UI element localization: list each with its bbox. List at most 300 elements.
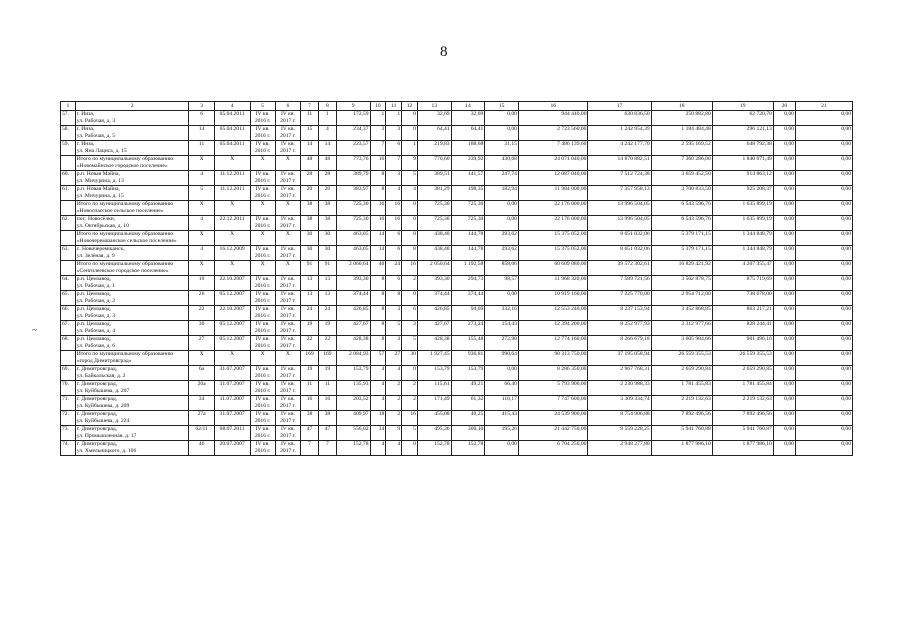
table-cell: 828 244,41 (712, 321, 773, 336)
table-cell: 27а (189, 411, 214, 426)
table-cell: 426,85 (336, 306, 370, 321)
table-cell: 4 (402, 186, 418, 201)
table-cell: 15 375 052,00 (518, 246, 588, 261)
table-cell: 155,48 (451, 336, 485, 351)
table-cell: 630 836,50 (588, 111, 651, 126)
table-cell: 16 (301, 396, 319, 411)
table-cell: 05.04.2011 (214, 141, 250, 156)
table-cell: IV кв. 2017 г. (275, 276, 300, 291)
table-cell: 925 208,37 (712, 186, 773, 201)
table-cell: IV кв. 2017 г. (275, 321, 300, 336)
table-cell: 5 (402, 426, 418, 441)
table-cell: 0,00 (795, 216, 852, 231)
table-cell: 725,30 (417, 201, 451, 216)
table-cell: 426,85 (417, 306, 451, 321)
column-number-header: 17 (588, 102, 651, 111)
table-cell: 293,62 (485, 246, 519, 261)
table-cell: 1 877 986,10 (712, 441, 773, 456)
column-number-header: 7 (301, 102, 319, 111)
table-cell: IV кв. 2016 г. (250, 441, 275, 456)
row-number-cell: 61. (61, 186, 76, 201)
table-cell: 135,93 (336, 381, 370, 396)
table-cell: IV кв. 2017 г. (275, 126, 300, 141)
table-cell: 21 442 750,00 (518, 426, 588, 441)
table-cell: 936,81 (451, 351, 485, 366)
table-cell: 0,00 (795, 126, 852, 141)
table-cell: 60 609 080,00 (518, 261, 588, 276)
table-cell: 3 312 977,66 (651, 321, 712, 336)
table-cell: 91 (318, 261, 336, 276)
table-cell: 1 635 899,19 (712, 216, 773, 231)
table-cell: 428,38 (336, 336, 370, 351)
table-cell: 223,57 (336, 141, 370, 156)
row-number-cell (61, 201, 76, 216)
table-cell: 438,40 (417, 231, 451, 246)
table-cell: 3 605 984,66 (651, 336, 712, 351)
table-cell: 4 (386, 441, 402, 456)
table-cell: 152,78 (451, 441, 485, 456)
table-cell: 11 (301, 111, 319, 126)
table-cell: 30 (402, 351, 418, 366)
table-cell: 6 (386, 141, 402, 156)
table-cell: 38 (318, 216, 336, 231)
table-cell: 2 659 290,85 (712, 366, 773, 381)
table-cell: 296 121,13 (712, 126, 773, 141)
address-cell: г. Димитровград, ул. Хмельницкого, д. 106 (75, 441, 189, 456)
table-cell: 38 (301, 201, 319, 216)
table-cell: 110,17 (485, 396, 519, 411)
table-cell: 115,61 (417, 381, 451, 396)
table-cell: 11.12.2011 (214, 171, 250, 186)
table-cell: 90 313 750,00 (518, 351, 588, 366)
address-cell: г. Димитровград, ул. Куйбышева, д. 209 (75, 396, 189, 411)
scan-mark: ~ (32, 325, 37, 335)
table-cell: 11 984 000,00 (518, 186, 588, 201)
column-number-header: 11 (386, 102, 402, 111)
table-cell: 8 (370, 291, 386, 306)
table-cell: 38 (318, 411, 336, 426)
table-cell: 66,40 (485, 381, 519, 396)
table-cell: 22 176 000,00 (518, 201, 588, 216)
column-number-header: 16 (518, 102, 588, 111)
table-cell: 0,00 (485, 201, 519, 216)
table-cell: 64,41 (451, 126, 485, 141)
table-row (61, 441, 853, 456)
table-cell: IV кв. 2016 г. (250, 411, 275, 426)
column-number-header: 9 (336, 102, 370, 111)
table-cell: 2 219 132,63 (712, 396, 773, 411)
table-cell: IV кв. 2016 г. (250, 216, 275, 231)
table-cell: 31.07.2007 (214, 381, 250, 396)
page-number: 8 (440, 44, 448, 60)
table-cell: 250 882,80 (651, 111, 712, 126)
table-cell: 32,69 (451, 111, 485, 126)
address-cell: р.п. Новая Майна, ул. Мичурина, д. 13 (75, 171, 189, 186)
table-row (61, 396, 853, 411)
address-cell: пос. Новосёлки, ул. Октябрьская, д. 10 (75, 216, 189, 231)
row-number-cell: 69. (61, 366, 76, 381)
table-cell: 7 747 600,00 (518, 396, 588, 411)
table-cell: 858,06 (485, 261, 519, 276)
table-cell: 7 357 958,13 (588, 186, 651, 201)
table-cell: 9 559 228,25 (588, 426, 651, 441)
table-cell: 0,00 (795, 426, 852, 441)
table-cell: 5 793 900,00 (518, 381, 588, 396)
table-row (61, 291, 853, 306)
subtotal-row (61, 156, 853, 171)
row-number-cell: 68. (61, 336, 76, 351)
table-cell: 14 (370, 231, 386, 246)
table-cell: X (250, 261, 275, 276)
table-cell: 648 792,38 (712, 141, 773, 156)
table-cell: 430,68 (485, 156, 519, 171)
table-cell: 22.10.2007 (214, 276, 250, 291)
table-row (61, 366, 853, 381)
table-cell: 393,30 (336, 276, 370, 291)
table-cell: IV кв. 2017 г. (275, 141, 300, 156)
table-cell: 1 184 484,48 (651, 126, 712, 141)
table-cell: IV кв. 2016 г. (250, 321, 275, 336)
table-cell: 247,74 (485, 171, 519, 186)
table-cell: 389,79 (336, 171, 370, 186)
table-cell: 2 050,64 (417, 261, 451, 276)
table-cell: 0,00 (485, 111, 519, 126)
table-cell: 3 (386, 306, 402, 321)
table-cell: 98,57 (485, 276, 519, 291)
column-number-header: 1 (61, 102, 76, 111)
table-cell: 48 (318, 156, 336, 171)
table-cell: 16.12.2009 (214, 246, 250, 261)
row-number-cell: 58. (61, 126, 76, 141)
table-cell: 16 (402, 261, 418, 276)
table-cell: 5 941 760,88 (651, 426, 712, 441)
table-cell: 05.04.2011 (214, 126, 250, 141)
table-cell: 152,78 (336, 441, 370, 456)
table-cell: 8 286 350,00 (518, 366, 588, 381)
table-cell: 30 (301, 231, 319, 246)
table-cell: 2 (386, 396, 402, 411)
table-cell: 7 (301, 441, 319, 456)
table-cell: 273,24 (451, 321, 485, 336)
table-cell: 725,30 (451, 216, 485, 231)
table-cell: 3 309 334,74 (588, 396, 651, 411)
table-cell: 5 (386, 321, 402, 336)
table-row (61, 171, 853, 186)
table-cell: 38 (318, 201, 336, 216)
table-cell: 0,00 (795, 396, 852, 411)
table-cell: 12 553 240,00 (518, 306, 588, 321)
table-cell: 6 (386, 231, 402, 246)
table-cell: 1 781 455,84 (712, 381, 773, 396)
table-cell: 6 (386, 276, 402, 291)
table-cell: X (250, 156, 275, 171)
table-cell: IV кв. 2016 г. (250, 111, 275, 126)
table-cell: 219,83 (417, 141, 451, 156)
table-cell: 339,92 (451, 156, 485, 171)
table-cell: 393,30 (417, 276, 451, 291)
table-cell: 2 (402, 381, 418, 396)
table-cell: 428,38 (417, 336, 451, 351)
table-cell: 05.12.2007 (214, 291, 250, 306)
row-number-cell: 71. (61, 396, 76, 411)
table-cell: IV кв. 2017 г. (275, 366, 300, 381)
table-cell: 19 (301, 366, 319, 381)
row-number-cell: 57. (61, 111, 76, 126)
table-cell: 4 (189, 216, 214, 231)
column-number-header: 12 (402, 102, 418, 111)
subtotal-label-cell: Итого по муниципальному образованию «город Димитровград» (75, 351, 189, 366)
table-cell: 11 (189, 141, 214, 156)
table-cell: 7 (386, 156, 402, 171)
table-cell: 16 (402, 411, 418, 426)
table-cell: 0,00 (773, 276, 795, 291)
table-cell: 40 (370, 261, 386, 276)
table-cell: 2 967 768,31 (588, 366, 651, 381)
table-cell: 438,40 (417, 246, 451, 261)
table-cell: X (189, 351, 214, 366)
table-cell: 3 (386, 171, 402, 186)
table-cell: 7 225 770,00 (588, 291, 651, 306)
table-cell: 13 (301, 291, 319, 306)
address-cell: р.п. Цемзавод, ул. Рабочая, д. 1 (75, 276, 189, 291)
table-cell: 13 996 504,05 (588, 216, 651, 231)
table-cell: X (275, 351, 300, 366)
address-cell: г. Инза, ул. Рабочая, д. 3 (75, 111, 189, 126)
table-cell: 2 084,93 (336, 351, 370, 366)
table-cell: X (275, 156, 300, 171)
table-cell: 203,52 (336, 396, 370, 411)
table-cell: X (214, 261, 250, 276)
table-cell: 455,08 (417, 411, 451, 426)
address-cell: с. Новочеремшанск, ул. Зелёная, д. 9 (75, 246, 189, 261)
table-cell: IV кв. 2017 г. (275, 216, 300, 231)
table-cell: 0,00 (485, 126, 519, 141)
table-cell: 195,26 (485, 426, 519, 441)
table-cell: 37 195 058,94 (588, 351, 651, 366)
table-cell: 10 919 160,00 (518, 291, 588, 306)
table-cell: 7 512 724,38 (588, 171, 651, 186)
table-cell: 22 (189, 306, 214, 321)
table-cell: 374,44 (336, 291, 370, 306)
table-cell: IV кв. 2017 г. (275, 111, 300, 126)
table-cell: 14 (301, 141, 319, 156)
table-cell: 2 (402, 396, 418, 411)
table-cell: 11.07.2007 (214, 396, 250, 411)
row-number-cell: 74. (61, 441, 76, 456)
table-cell: IV кв. 2016 г. (250, 396, 275, 411)
table-cell: 47 (301, 426, 319, 441)
table-cell: 31,15 (485, 141, 519, 156)
table-cell: 8 (370, 276, 386, 291)
table-cell: 10 (189, 276, 214, 291)
table-cell: 2 723 560,00 (518, 126, 588, 141)
table-cell: 8 (402, 231, 418, 246)
table-cell: 875 719,69 (712, 276, 773, 291)
row-number-cell (61, 351, 76, 366)
table-cell: 300,10 (451, 426, 485, 441)
table-cell: 3 (386, 336, 402, 351)
table-cell: 4 (318, 126, 336, 141)
table-cell: 16 (386, 201, 402, 216)
table-cell: X (250, 201, 275, 216)
table-cell: 57 (370, 351, 386, 366)
table-cell: 0,00 (773, 381, 795, 396)
table-cell: 6а (189, 366, 214, 381)
table-cell: 0,00 (795, 306, 852, 321)
table-cell: 24 (386, 261, 402, 276)
table-cell: X (275, 201, 300, 216)
table-cell: IV кв. 2016 г. (250, 381, 275, 396)
table-cell: 0,00 (485, 441, 519, 456)
table-cell: 770,60 (417, 156, 451, 171)
table-cell: X (214, 351, 250, 366)
header-row (61, 102, 853, 111)
table-cell: 294,73 (451, 276, 485, 291)
table-row (61, 381, 853, 396)
table-cell: IV кв. 2017 г. (275, 426, 300, 441)
table-cell: 153,79 (417, 366, 451, 381)
table-cell: 0,00 (773, 411, 795, 426)
table-cell: 0,00 (773, 186, 795, 201)
address-cell: р.п. Цемзавод, ул. Рабочая, д. 3 (75, 306, 189, 321)
column-number-header: 13 (417, 102, 451, 111)
row-number-cell: 63. (61, 246, 76, 261)
row-number-cell: 72. (61, 411, 76, 426)
row-number-cell (61, 156, 76, 171)
table-cell: 91 (301, 261, 319, 276)
table-cell: 26а (189, 381, 214, 396)
table-cell: 293,62 (485, 231, 519, 246)
table-cell: 24 (318, 306, 336, 321)
table-cell: 0 (402, 216, 418, 231)
table-cell: 863 217,21 (712, 306, 773, 321)
table-cell: 39 572 302,61 (588, 261, 651, 276)
table-cell: 4 242 177,70 (588, 141, 651, 156)
table-cell: X (214, 156, 250, 171)
table-cell: 154,43 (485, 321, 519, 336)
table-cell: 990,64 (485, 351, 519, 366)
address-cell: г. Инза, ул. Рабочая, д. 5 (75, 126, 189, 141)
table-cell: 62 720,70 (712, 111, 773, 126)
table-cell: 40,25 (451, 411, 485, 426)
table-cell: IV кв. 2017 г. (275, 396, 300, 411)
table-cell: 8 (386, 291, 402, 306)
table-cell: 30 (301, 246, 319, 261)
table-cell: 27 (189, 336, 214, 351)
table-cell: 8 (370, 171, 386, 186)
table-cell: 1 927,45 (417, 351, 451, 366)
table-cell: 12 774 160,00 (518, 336, 588, 351)
table-cell: 64,41 (417, 126, 451, 141)
table-cell: 9 (402, 156, 418, 171)
table-cell: 2 219 132,63 (651, 396, 712, 411)
table-cell: 0,00 (773, 141, 795, 156)
table-cell: 4 (386, 186, 402, 201)
table-cell: 7 589 721,56 (588, 276, 651, 291)
table-row (61, 216, 853, 231)
table-cell: 26 559 355,53 (712, 351, 773, 366)
table-cell: 16 (370, 201, 386, 216)
table-cell: 3 502 878,75 (651, 276, 712, 291)
table-cell: 0,00 (795, 111, 852, 126)
table-cell: 94,69 (451, 306, 485, 321)
table-cell: 272,90 (485, 336, 519, 351)
table-cell: 188,68 (451, 141, 485, 156)
table-cell: 0,00 (773, 216, 795, 231)
table-cell: 0 (402, 291, 418, 306)
table-cell: 13 (318, 291, 336, 306)
table-cell: 0,00 (795, 441, 852, 456)
table-cell: 381,29 (417, 186, 451, 201)
column-number-header: 21 (795, 102, 852, 111)
column-number-header: 4 (214, 102, 250, 111)
table-cell: 31.07.2007 (214, 411, 250, 426)
table-cell: 22 176 000,00 (518, 216, 588, 231)
table-cell: 7 486 139,60 (518, 141, 588, 156)
table-row (61, 186, 853, 201)
table-cell: 6 (386, 246, 402, 261)
table-cell: 24 539 900,00 (518, 411, 588, 426)
column-number-header: 18 (651, 102, 712, 111)
table-cell: 6 (402, 306, 418, 321)
row-number-cell: 65. (61, 291, 76, 306)
table-cell: 171,49 (417, 396, 451, 411)
table-cell: 2 (386, 411, 402, 426)
table-cell: IV кв. 2017 г. (275, 291, 300, 306)
table-cell: 725,30 (417, 216, 451, 231)
table-cell: 0,00 (773, 291, 795, 306)
table-cell: 0,00 (773, 321, 795, 336)
table-cell: 05.12.2007 (214, 321, 250, 336)
table-cell: 152,78 (417, 441, 451, 456)
table-cell: 144,78 (451, 231, 485, 246)
table-cell: 3 (370, 126, 386, 141)
subtotal-label-cell: Итого по муниципальному образованию «Новочеремшанское сельское поселение» (75, 231, 189, 246)
address-cell: р.п. Цемзавод, ул. Рабочая, д. 4 (75, 321, 189, 336)
table-cell: 8 (370, 186, 386, 201)
table-cell: 4 (386, 366, 402, 381)
table-cell: 415,43 (485, 411, 519, 426)
table-cell: 7 892 496,56 (651, 411, 712, 426)
table-cell: 2 060,64 (336, 261, 370, 276)
table-cell: 8 252 977,93 (588, 321, 651, 336)
table-cell: 0,00 (773, 111, 795, 126)
table-cell: 6 543 596,76 (651, 201, 712, 216)
table-cell: 0,00 (795, 321, 852, 336)
table-cell: 11 (301, 381, 319, 396)
row-number-cell: 62. (61, 216, 76, 231)
table-cell: 2 (386, 381, 402, 396)
table-cell: 5 941 760,87 (712, 426, 773, 441)
table-cell: 0 (402, 126, 418, 141)
table-cell: 27 (386, 351, 402, 366)
table-cell: 30 (318, 231, 336, 246)
column-number-header: 6 (275, 102, 300, 111)
table-cell: 14 (189, 126, 214, 141)
table-cell: 16 (318, 396, 336, 411)
table-cell: 8 266 679,18 (588, 336, 651, 351)
table-cell: 725,30 (451, 201, 485, 216)
table-cell: 0,00 (773, 201, 795, 216)
table-cell: 30 (189, 321, 214, 336)
column-number-header: 10 (370, 102, 386, 111)
table-cell: 0,00 (795, 291, 852, 306)
table-cell: IV кв. 2017 г. (275, 186, 300, 201)
subtotal-label-cell: Итого по муниципальному образованию «Новомайнское городское поселение» (75, 156, 189, 171)
table-cell: 0,00 (773, 231, 795, 246)
table-cell: 13 (318, 276, 336, 291)
table-cell: 0,00 (773, 261, 795, 276)
